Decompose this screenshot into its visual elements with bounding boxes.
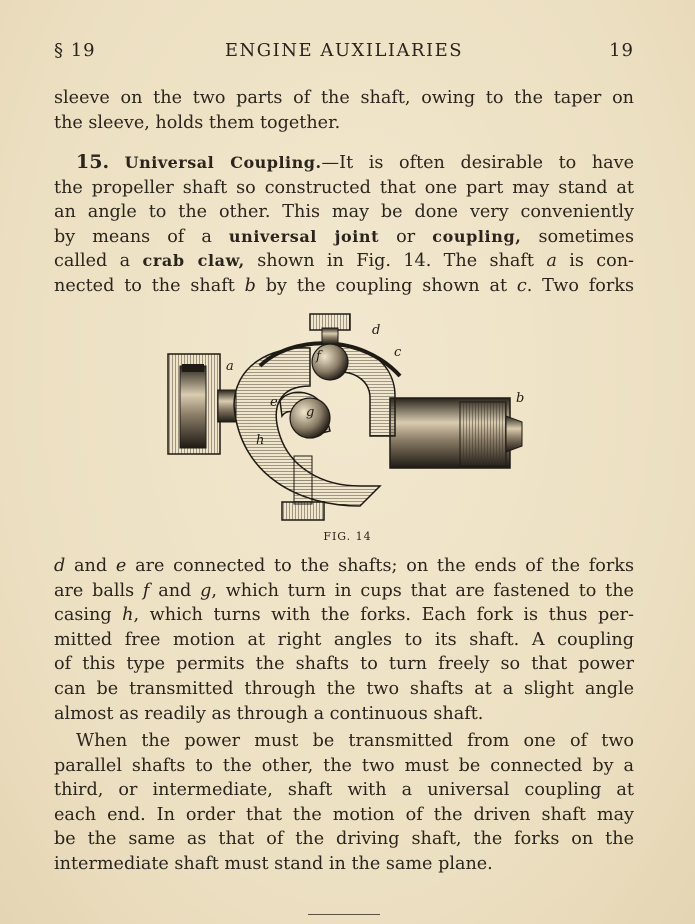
text-fragment: nected to the shaft xyxy=(54,275,245,296)
text-line: the propeller shaft so constructed that one part may stand at xyxy=(54,177,634,198)
text-line xyxy=(54,603,634,628)
text-fragment: casing xyxy=(54,605,123,626)
text-line: can be transmitted through the two shafts at a slight angle xyxy=(54,678,634,699)
label-h: h xyxy=(256,433,265,448)
parallel-shafts-paragraph xyxy=(54,729,634,877)
text-line xyxy=(54,554,634,579)
text-fragment: by the coupling shown at xyxy=(255,275,517,296)
section-title: Universal Coupling. xyxy=(124,153,322,172)
text-line xyxy=(54,579,634,604)
text-line: each end. In order that the motion of the driven shaft may xyxy=(54,804,634,825)
page-number: 19 xyxy=(609,40,634,61)
term-crab-claw: crab claw, xyxy=(142,251,245,271)
section-marker: § 19 xyxy=(54,40,96,61)
text-fragment: sometimes xyxy=(521,226,634,247)
text-line: be the same as that of the driving shaft, the forks on the xyxy=(54,829,634,850)
text-line: of this type permits the shafts to turn freely so that power xyxy=(54,654,634,675)
text-line: almost as readily as through a continuous shaft. xyxy=(54,703,484,724)
italic-letter: c xyxy=(516,275,527,296)
text-fragment: . Two forks xyxy=(526,275,634,296)
text-fragment: and xyxy=(65,556,116,576)
text-fragment: and xyxy=(149,580,201,601)
footer-rule xyxy=(308,914,380,915)
section-15-paragraph xyxy=(54,150,634,299)
text-fragment: , which turns with the forks. Each fork is thus per- xyxy=(133,605,635,626)
section-number: 15. xyxy=(76,151,110,173)
italic-letter: d xyxy=(54,556,66,576)
paragraph-continuation xyxy=(54,86,634,135)
running-header xyxy=(54,40,634,68)
italic-letter: g xyxy=(200,580,212,601)
text-line: the sleeve, holds them together. xyxy=(54,112,341,133)
text-fragment: called a xyxy=(54,251,143,272)
label-e: e xyxy=(270,395,278,410)
label-f: f xyxy=(316,349,321,364)
label-g: g xyxy=(306,405,315,420)
text-line xyxy=(54,225,634,250)
italic-letter: b xyxy=(244,275,256,296)
label-d: d xyxy=(372,323,381,338)
text-line: intermediate shaft must stand in the same plane. xyxy=(54,853,493,874)
italic-letter: f xyxy=(142,580,150,601)
text-line: an angle to the other. This may be done very conveniently xyxy=(54,202,634,223)
text-line xyxy=(54,274,634,299)
text-fragment: —It is often desirable to have xyxy=(321,153,635,173)
text-fragment: , which turn in cups that are fastened to the xyxy=(211,580,634,601)
text-fragment: are balls xyxy=(54,580,143,601)
term-universal-joint: universal joint xyxy=(228,226,380,246)
universal-coupling-illustration xyxy=(160,306,540,528)
italic-letter: a xyxy=(546,251,557,272)
text-fragment: shown in Fig. 14. The shaft xyxy=(244,251,547,272)
text-fragment: are connected to the shafts; on the ends of the forks xyxy=(126,556,634,576)
text-line xyxy=(54,150,634,176)
italic-letter: e xyxy=(115,556,127,576)
term-coupling: coupling, xyxy=(432,226,522,246)
text-fragment: is con- xyxy=(556,251,634,272)
text-line: When the power must be transmitted from one of two xyxy=(76,731,634,751)
top-bolt xyxy=(310,314,350,344)
label-a: a xyxy=(226,359,234,374)
text-line: third, or intermediate, shaft with a universal coupling at xyxy=(54,780,634,801)
text-line: sleeve on the two parts of the shaft, owing to the taper on xyxy=(54,88,634,108)
text-line: parallel shafts to the other, the two must be connected by a xyxy=(54,755,634,776)
text-fragment: by means of a xyxy=(54,226,229,247)
forks-paragraph xyxy=(54,554,634,726)
label-b: b xyxy=(516,391,525,406)
label-c: c xyxy=(394,345,402,360)
italic-letter: h xyxy=(122,605,134,626)
text-line xyxy=(54,249,634,274)
figure-caption: FIG. 14 xyxy=(323,530,372,543)
text-line: mitted free motion at right angles to its shaft. A coupling xyxy=(54,629,634,650)
right-shaft-b xyxy=(390,398,522,468)
text-fragment: or xyxy=(379,226,433,247)
running-title: ENGINE AUXILIARIES xyxy=(224,40,464,61)
